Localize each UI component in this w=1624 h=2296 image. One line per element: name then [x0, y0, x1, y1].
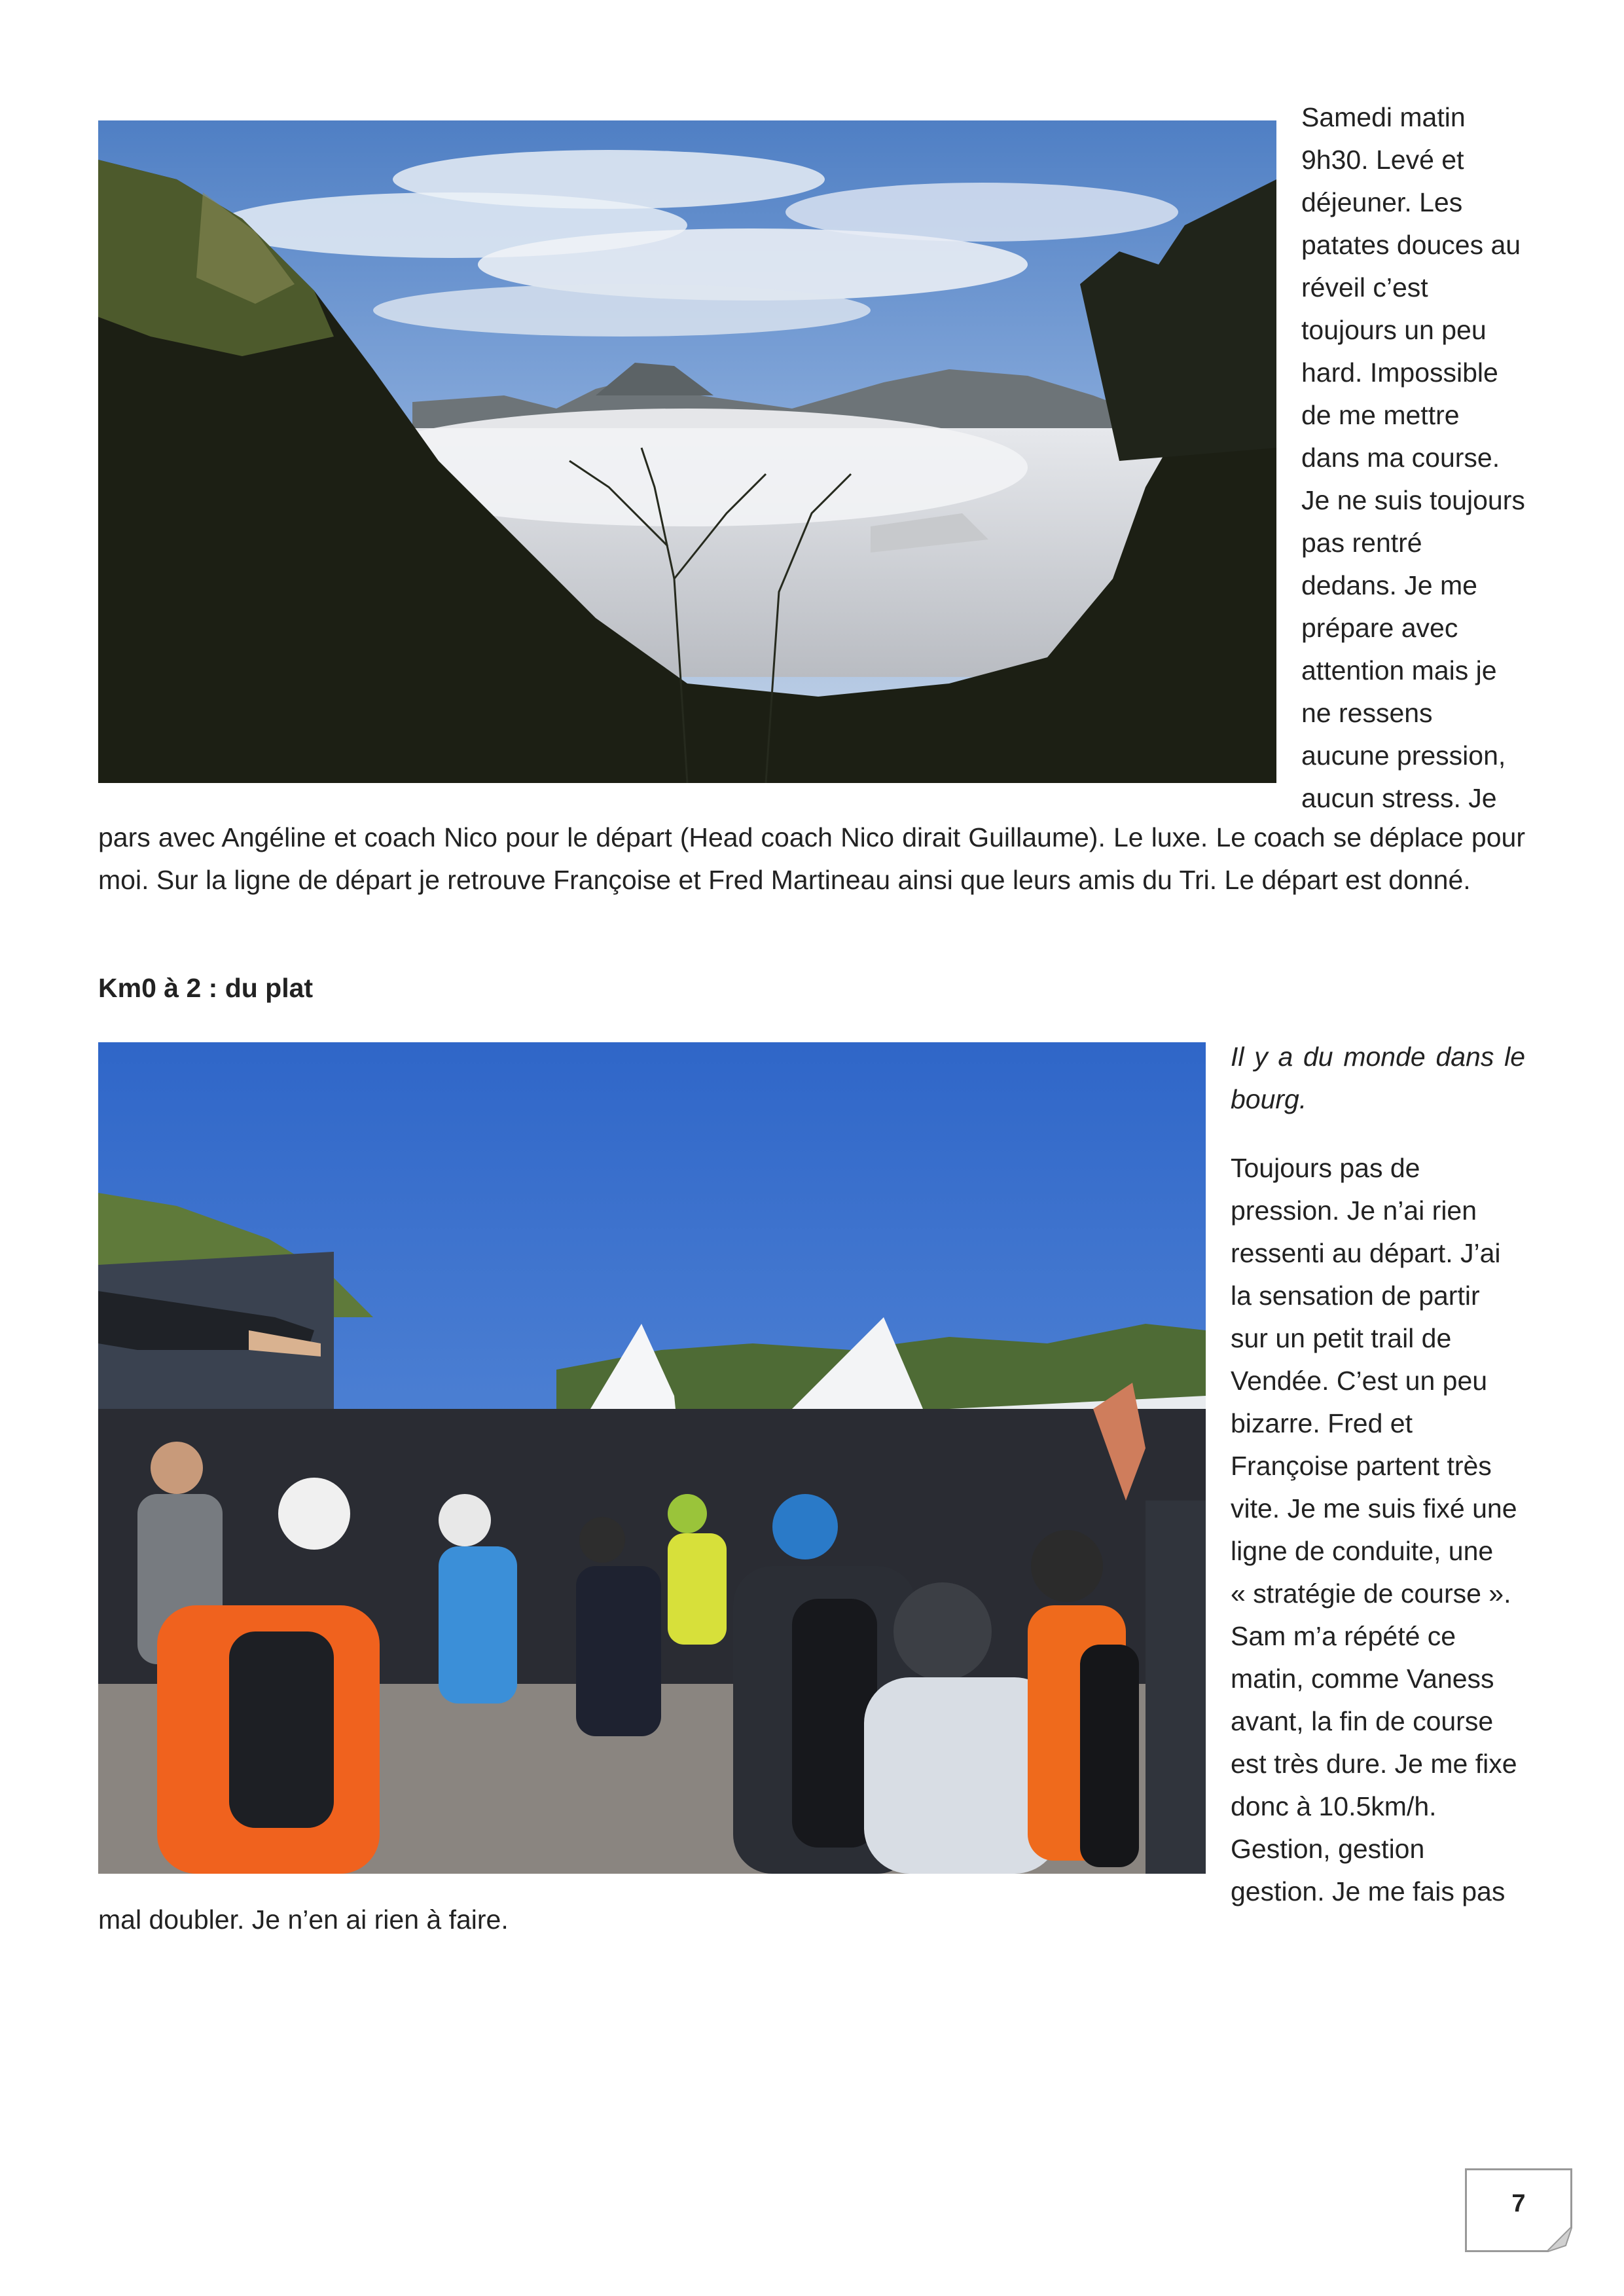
text-line: bizarre. Fred et — [1231, 1408, 1413, 1438]
text-line: toujours un peu — [1301, 315, 1487, 345]
text-line: de me mettre — [1301, 400, 1460, 430]
text-line: ligne de conduite, une — [1231, 1536, 1494, 1566]
caption-text: Il y a du monde dans le bourg. — [1231, 1042, 1525, 1114]
page-number: 7 — [1511, 2190, 1526, 2217]
text-line: donc à 10.5km/h. — [1231, 1791, 1437, 1821]
text-line: réveil c’est — [1301, 272, 1428, 302]
text-line: Sam m’a répété ce — [1231, 1621, 1456, 1651]
text-line: gestion. Je me fais pas — [1231, 1876, 1506, 1906]
text-line: ressenti au départ. J’ai — [1231, 1238, 1501, 1268]
valley-fog-photo — [98, 120, 1276, 783]
text-line: pas rentré — [1301, 528, 1422, 558]
page-number-box — [1465, 2168, 1572, 2252]
text-line: matin, comme Vaness — [1231, 1664, 1494, 1694]
text-line: Toujours pas de — [1231, 1153, 1420, 1183]
text-line: attention mais je — [1301, 655, 1497, 685]
text-line: Gestion, gestion — [1231, 1834, 1425, 1864]
text-line: sur un petit trail de — [1231, 1323, 1452, 1353]
text-line: hard. Impossible — [1301, 357, 1498, 388]
text-line: ne ressens — [1301, 698, 1433, 728]
text-line: prépare avec — [1301, 613, 1458, 643]
text-line: patates douces au — [1301, 230, 1521, 260]
text-line: la sensation de partir — [1231, 1281, 1480, 1311]
text-line: aucun stress. Je — [1301, 783, 1497, 813]
text-line: est très dure. Je me fixe — [1231, 1749, 1517, 1779]
text-line: 9h30. Levé et — [1301, 145, 1464, 175]
text-line: avant, la fin de course — [1231, 1706, 1494, 1736]
text-line: dedans. Je me — [1301, 570, 1477, 600]
text-line: dans ma course. — [1301, 443, 1500, 473]
text-line: Je ne suis toujours — [1301, 485, 1525, 515]
paragraph-2-continuation — [98, 1899, 1525, 1941]
text-line: Samedi matin — [1301, 102, 1466, 132]
paragraph-text: pars avec Angéline et coach Nico pour le départ (Head coach Nico dirait Guillaume). Le luxe. Le coach se déplace pour moi. Sur la ligne de départ je retrouve Françoise et Fred Martineau ainsi que leurs amis du Tri. Le départ est donné. — [98, 822, 1525, 895]
text-line: « stratégie de course ». — [1231, 1578, 1511, 1609]
text-line: Vendée. C’est un peu — [1231, 1366, 1488, 1396]
text-line: Françoise partent très — [1231, 1451, 1492, 1481]
section-heading: Km0 à 2 : du plat — [98, 973, 314, 1003]
paragraph-text: mal doubler. Je n’en ai rien à faire. — [98, 1904, 509, 1935]
text-line: pression. Je n’ai rien — [1231, 1195, 1477, 1226]
paragraph-2-side — [1231, 1147, 1525, 1913]
page-curl-icon — [1546, 2226, 1572, 2252]
text-line: vite. Je me suis fixé une — [1231, 1493, 1517, 1523]
text-line: déjeuner. Les — [1301, 187, 1463, 217]
race-start-crowd-photo — [98, 1042, 1206, 1874]
paragraph-1-continuation — [98, 816, 1525, 902]
text-line: aucune pression, — [1301, 740, 1506, 771]
paragraph-1-side — [1301, 96, 1525, 820]
photo-caption — [1231, 1036, 1525, 1121]
